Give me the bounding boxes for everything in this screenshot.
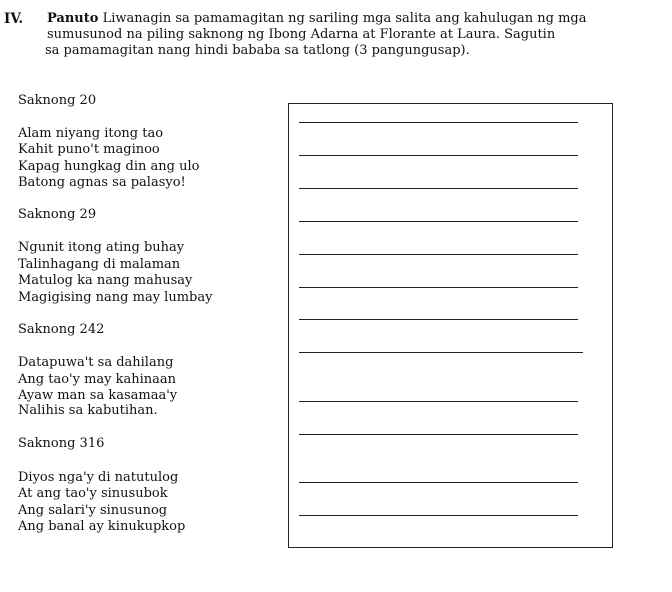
stanza-line: Diyos nga'y di natutulog: [18, 470, 179, 485]
instructions-text-1: Liwanagin sa pamamagitan ng sariling mga salita ang kahulugan ng mga: [98, 11, 587, 26]
stanza-line: Talinhagang di malaman: [18, 257, 181, 272]
answer-line[interactable]: [299, 221, 578, 222]
answer-line[interactable]: [299, 319, 578, 320]
stanza-heading: Saknong 29: [18, 207, 97, 222]
answer-line[interactable]: [299, 434, 578, 435]
instructions-line-1: [47, 11, 587, 27]
stanza-line: Datapuwa't sa dahilang: [18, 355, 174, 370]
answer-line[interactable]: [299, 352, 583, 353]
stanza-line: Alam niyang itong tao: [18, 126, 164, 141]
stanza-line: Ang salari'y sinusunog: [18, 503, 168, 518]
answer-line[interactable]: [299, 401, 578, 402]
answer-line[interactable]: [299, 287, 578, 288]
answer-line[interactable]: [299, 188, 578, 189]
stanza-line: Ang banal ay kinukupkop: [18, 519, 186, 534]
answer-line[interactable]: [299, 155, 578, 156]
stanza-heading: Saknong 20: [18, 93, 97, 108]
answer-line[interactable]: [299, 254, 578, 255]
stanza-line: Magigising nang may lumbay: [18, 290, 213, 305]
stanza-line: Batong agnas sa palasyo!: [18, 175, 186, 190]
stanza-line: Matulog ka nang mahusay: [18, 273, 193, 288]
instructions-line-3: sa pamamagitan nang hindi bababa sa tatlong (3 pangungusap).: [45, 43, 470, 58]
answer-line[interactable]: [299, 482, 578, 483]
instructions-lead: Panuto: [47, 11, 99, 26]
answer-line[interactable]: [299, 515, 578, 516]
stanza-line: Ngunit itong ating buhay: [18, 240, 185, 255]
stanza-line: Nalihis sa kabutihan.: [18, 403, 158, 418]
stanza-line: Kapag hungkag din ang ulo: [18, 159, 200, 174]
stanza-line: At ang tao'y sinusubok: [18, 486, 168, 501]
stanza-line: Ang tao'y may kahinaan: [18, 372, 177, 387]
stanza-heading: Saknong 242: [18, 322, 105, 337]
instructions-number: IV.: [4, 11, 24, 27]
stanza-heading: Saknong 316: [18, 436, 105, 451]
stanza-line: Kahit puno't maginoo: [18, 142, 160, 157]
instructions-line-2: sumusunod na piling saknong ng Ibong Adarna at Florante at Laura. Sagutin: [47, 27, 556, 42]
stanza-line: Ayaw man sa kasamaa'y: [18, 388, 178, 403]
answer-line[interactable]: [299, 122, 578, 123]
